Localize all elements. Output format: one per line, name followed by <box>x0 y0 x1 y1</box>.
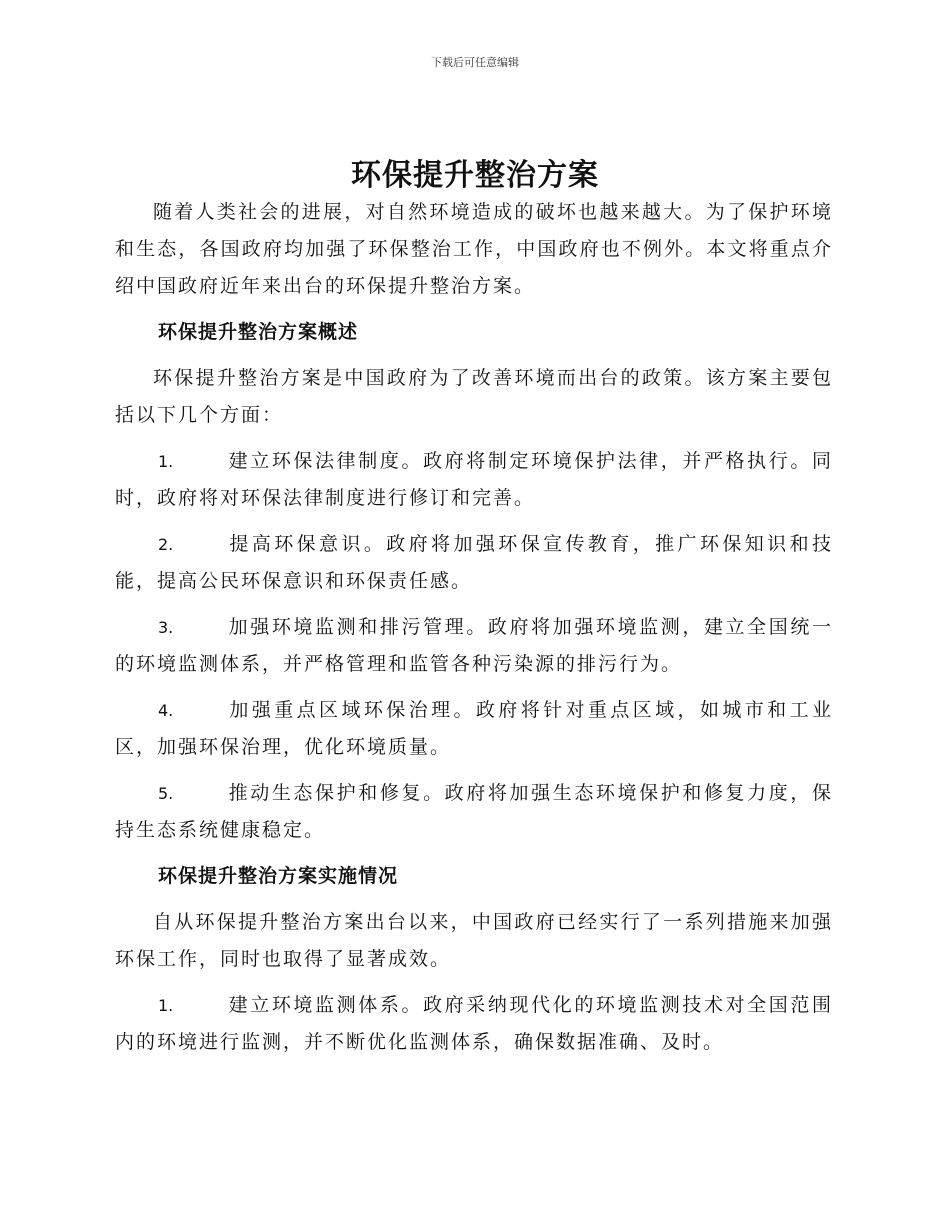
intro-paragraph: 随着人类社会的进展，对自然环境造成的破坏也越来越大。为了保护环境和生态，各国政府均加强了环保整治工作，中国政府也不例外。本文将重点介绍中国政府近年来出台的环保提升整治方案。 <box>115 201 833 297</box>
list-item-number: 2. <box>158 535 174 554</box>
list-item <box>115 692 833 766</box>
implementation-intro-paragraph: 自从环保提升整治方案出台以来，中国政府已经实行了一系列措施来加强环保工作，同时也取得了显著成效。 <box>115 911 833 970</box>
list-item-text: 提高环保意识。政府将加强环保宣传教育，推广环保知识和技能，提高公民环保意识和环保责任感。 <box>115 533 833 592</box>
section-heading-overview: 环保提升整治方案概述 <box>158 321 359 343</box>
list-item-number: 1. <box>158 452 174 471</box>
list-item-number: 1. <box>158 996 174 1015</box>
list-item <box>115 609 833 683</box>
document-title: 环保提升整治方案 <box>351 158 599 193</box>
list-item-number: 5. <box>158 784 174 803</box>
list-item-text: 加强环境监测和排污管理。政府将加强环境监测，建立全国统一的环境监测体系，并严格管理和监管各种污染源的排污行为。 <box>115 616 833 675</box>
overview-intro-paragraph: 环保提升整治方案是中国政府为了改善环境而出台的政策。该方案主要包括以下几个方面： <box>115 367 833 426</box>
header-note: 下载后可任意编辑 <box>431 56 519 69</box>
document-body <box>115 194 833 1070</box>
list-item-text: 建立环保法律制度。政府将制定环境保护法律，并严格执行。同时，政府将对环保法律制度进行修订和完善。 <box>115 450 833 509</box>
list-item-number: 3. <box>158 618 174 637</box>
list-item <box>115 775 833 849</box>
list-item-number: 4. <box>158 701 174 720</box>
section-heading-implementation: 环保提升整治方案实施情况 <box>158 865 399 887</box>
list-item <box>115 526 833 600</box>
list-item <box>115 443 833 517</box>
list-item-text: 建立环境监测体系。政府采纳现代化的环境监测技术对全国范围内的环境进行监测，并不断优化监测体系，确保数据准确、及时。 <box>115 994 833 1053</box>
list-item-text: 推动生态保护和修复。政府将加强生态环境保护和修复力度，保持生态系统健康稳定。 <box>115 782 833 841</box>
list-item-text: 加强重点区域环保治理。政府将针对重点区域，如城市和工业区，加强环保治理，优化环境质量。 <box>115 699 833 758</box>
list-item <box>115 987 833 1061</box>
